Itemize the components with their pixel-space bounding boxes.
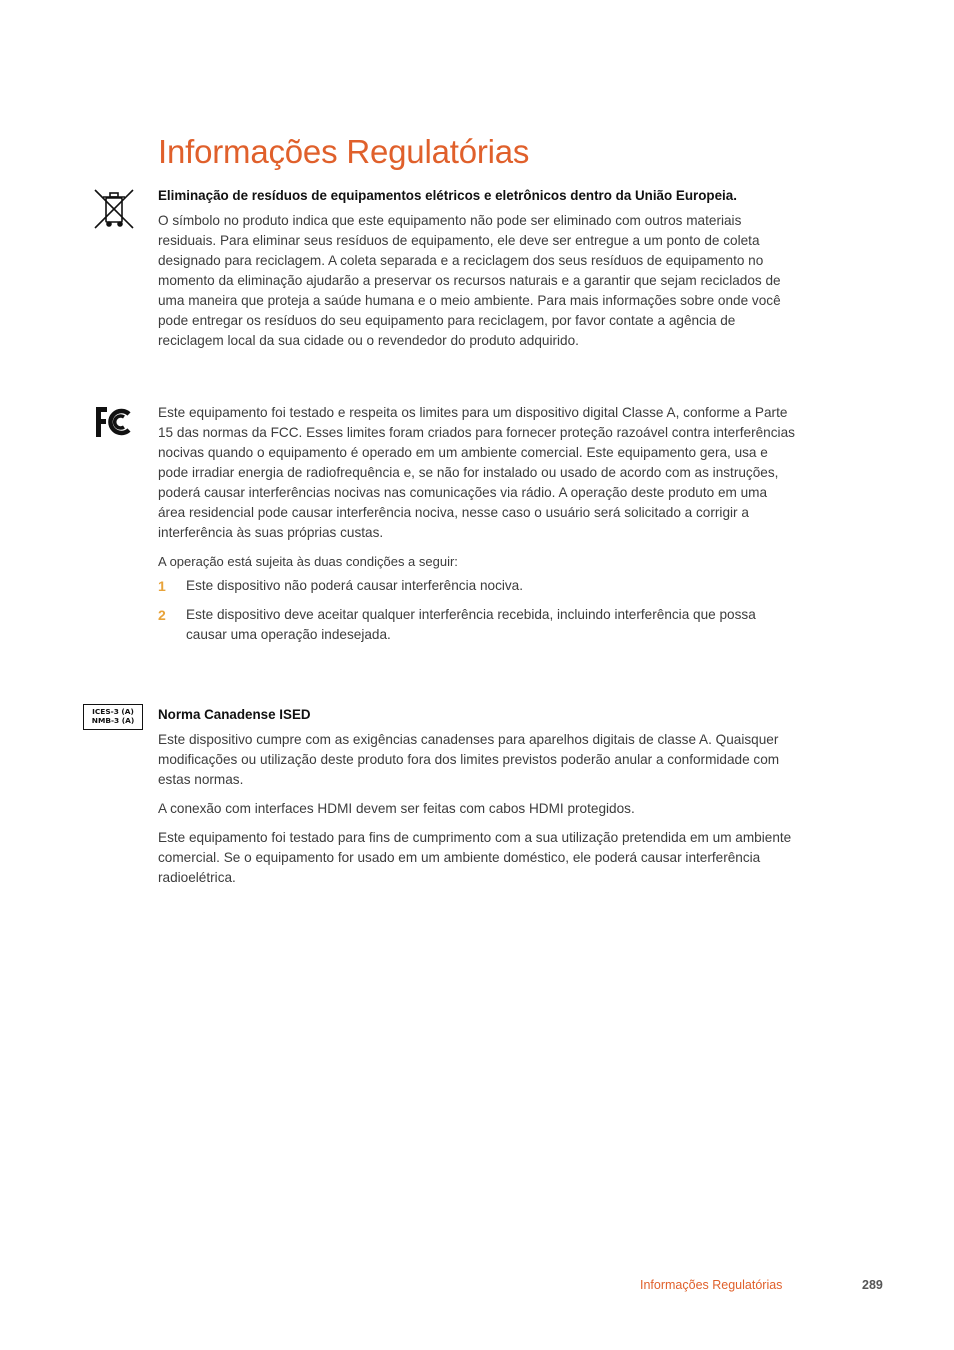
ices-badge-line2: NMB-3 (A) (91, 716, 135, 725)
fcc-logo-icon (93, 404, 133, 440)
list-item (158, 605, 798, 645)
ices-badge-line1: ICES-3 (A) (92, 707, 134, 716)
ised-paragraph-3: Este equipamento foi testado para fins de cumprimento com a sua utilização pretendida em um ambiente comercial. Se o equipamento for usado em um ambiente doméstico, ele poderá causar interferência radioelétrica. (158, 830, 792, 885)
list-number: 2 (158, 607, 166, 623)
list-text: Este dispositivo deve aceitar qualquer interferência recebida, incluindo interferência que possa causar uma operação indesejada. (186, 607, 756, 642)
ised-paragraph-2: A conexão com interfaces HDMI devem ser feitas com cabos HDMI protegidos. (158, 801, 635, 816)
list-text: Este dispositivo não poderá causar interferência nociva. (186, 578, 524, 593)
ised-section (158, 705, 798, 897)
list-number: 1 (158, 578, 166, 594)
ised-paragraph-1: Este dispositivo cumpre com as exigências canadenses para aparelhos digitais de classe A. Quaisquer modificações ou utilização deste produto fora dos limites previstos poderão anular a conformidade com estas normas. (158, 732, 780, 787)
footer-page-number: 289 (862, 1278, 883, 1292)
footer-section-label: Informações Regulatórias (640, 1278, 783, 1292)
page-title: Informações Regulatórias (158, 133, 530, 170)
weee-heading: Eliminação de resíduos de equipamentos elétricos e eletrônicos dentro da União Europeia. (158, 188, 737, 203)
fcc-body: Este equipamento foi testado e respeita os limites para um dispositivo digital Classe A, conforme a Parte 15 das normas da FCC. Esses limites foram criados para fornecer proteção razoável contra interferências nocivas quando o equipamento é operado em um ambiente comercial. Este equipamento gera, usa e pode irradiar energia de radiofrequência e, se não for instalado ou usado de acordo com as instruções, poderá causar interferências nocivas nas comunicações via rádio. A operação deste produto em uma área residencial pode causar interferência nociva, nesse caso o usuário será solicitado a corrigir a interferência às suas próprias custas. (158, 405, 795, 540)
weee-section (158, 186, 798, 360)
weee-body: O símbolo no produto indica que este equipamento não pode ser eliminado com outros materiais residuais. Para eliminar seus resíduos de equipamento, ele deve ser entregue a um ponto de coleta designado para reciclagem. A coleta separada e a reciclagem dos seus resíduos de equipamento no momento da eliminação ajudarão a preservar os recursos naturais e a garantir que sejam reciclados de uma maneira que proteja a saúde humana e o meio ambiente. Para mais informações sobre onde você pode entregar os resíduos do seu equipamento para reciclagem, por favor contate a agência de reciclagem local da sua cidade ou o revendedor do produto adquirido. (158, 213, 781, 348)
fcc-conditions-list (158, 576, 798, 645)
ised-heading: Norma Canadense ISED (158, 707, 311, 722)
list-item (158, 576, 798, 596)
fcc-section (158, 403, 798, 654)
crossed-out-bin-icon (93, 188, 135, 230)
ices-badge (83, 704, 143, 730)
fcc-conditions-intro: A operação está sujeita às duas condições a seguir: (158, 554, 458, 569)
